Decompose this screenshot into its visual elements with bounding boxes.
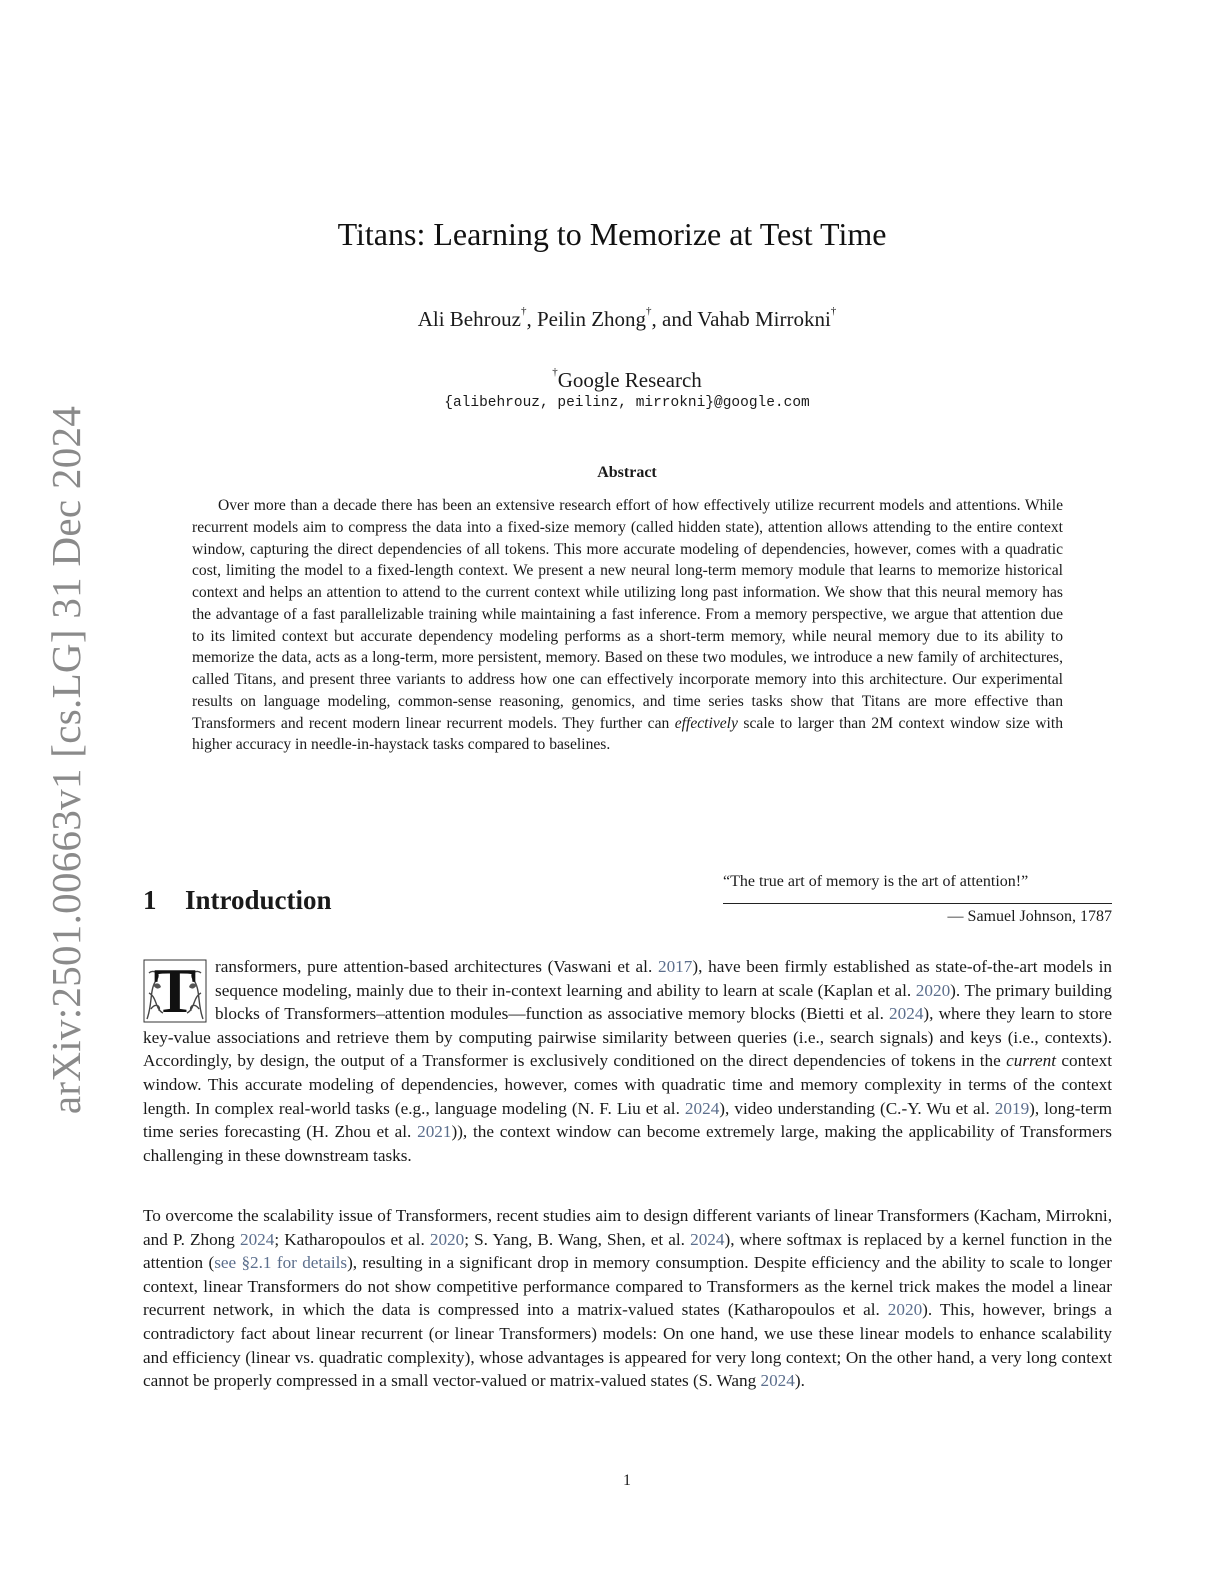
abstract-text: Over more than a decade there has been an extensive research effort of how effectively utilize recurrent models and attentions. While recurrent models aim to compress the data into a fixed-size memory (called hidden state), attention allows attending to the entire context window, capturing the direct dependencies of all tokens. This more accurate modeling of dependencies, however, comes with a quadratic cost, limiting the model to a fixed-length context. We present a new neural long-term memory module that learns to memorize historical context and helps an attention to attend to the current context while utilizing long past information. We show that this neural memory has the advantage of a fast parallelizable training while maintaining a fast inference. From a memory perspective, we argue that attention due to its limited context but accurate dependency modeling performs as a short-term memory, while neural memory due to its ability to memorize the data, acts as a long-term, more persistent, memory. Based on these two modules, we introduce a new family of architectures, called Titans, and present three variants to address how one can effectively incorporate memory into this architecture. Our experimental results on language modeling, common-sense reasoning, genomics, and time series tasks show that Titans are more effective than Transformers and recent modern linear recurrent models. They further can (192, 497, 1063, 732)
abstract-emphasis: effectively (674, 714, 738, 732)
epigraph-quote: “The true art of memory is the art of attention!” (723, 873, 1029, 890)
citation-link[interactable]: 2024 (690, 1229, 725, 1249)
paragraph-emphasis: current (1006, 1051, 1057, 1071)
citation-link[interactable]: 2017 (657, 957, 693, 976)
paragraph-text: ; Katharopoulos et al. (274, 1229, 430, 1249)
citation-link[interactable]: 2021 (417, 1122, 452, 1142)
author-separator: , and (651, 307, 698, 331)
citation-link[interactable]: 2024 (760, 1371, 795, 1391)
abstract-text: scale to larger than 2M context window size with higher accuracy in needle-in-haystack tasks compared to baselines. (192, 714, 1064, 754)
dropcap-letter: T (153, 955, 197, 1026)
intro-paragraph-1 (143, 955, 1112, 1167)
paragraph-text: ). This, however, brings a contradictory fact about linear recurrent (or linear Transformers) models: On one hand, we use these linear models to enhance scalability and efficiency (linear vs. quadratic complexity), whose advantages is appeared for very long context; On the other hand, a very long context cannot be properly compressed in a small vector-valued or matrix-valued states (S. Wang (143, 1300, 1112, 1391)
affiliation (0, 356, 1224, 396)
intro-paragraph-2 (143, 1204, 1112, 1393)
arxiv-identifier-stamp (36, 400, 96, 1120)
affiliation-mark: † (520, 305, 527, 317)
paragraph-text: ransformers, pure attention-based architectures (Vaswani et al. (215, 957, 658, 976)
paragraph-text: ), long-term time series forecasting (H. Zhou et al. (143, 1098, 1112, 1142)
citation-link[interactable]: 2024 (684, 1098, 720, 1118)
paragraph-text: To overcome the scalability issue of Transformers, recent studies aim to design different variants of linear Transformers (Kacham, Mirrokni, and P. Zhong (143, 1206, 1112, 1249)
citation-link[interactable]: 2024 (239, 1229, 275, 1249)
paragraph-text: ). (794, 1371, 805, 1391)
citation-link[interactable]: 2024 (889, 1004, 924, 1024)
epigraph-attribution: — Samuel Johnson, 1787 (947, 908, 1112, 925)
author-name: Ali Behrouz (417, 307, 521, 331)
page-number: 1 (623, 1472, 631, 1489)
arxiv-identifier-text: arXiv:2501.00663v1 [cs.LG] 31 Dec 2024 (43, 405, 90, 1115)
author-separator: , (526, 307, 537, 331)
decorative-dropcap (143, 955, 207, 1026)
paragraph-text: ), where they learn to store key-value associations and retrieve them by computing pairwise similarity between queries (i.e., search signals) and keys (i.e., contexts). Accordingly, by design, the output of a Transformer is exclusively conditioned on the direct dependencies of tokens in the (143, 1004, 1112, 1071)
author-list (0, 294, 1224, 336)
abstract-heading: Abstract (597, 464, 657, 481)
section-number: 1 (143, 885, 157, 915)
affiliation-mark: † (646, 305, 652, 317)
paragraph-text: ), where softmax is replaced by a kernel function in the attention ( (143, 1229, 1113, 1273)
paragraph-text: context window. This accurate modeling of dependencies, however, comes with quadratic time and memory complexity in terms of the context length. In complex real-world tasks (e.g., language modeling (N. F. Liu et al. (143, 1051, 1112, 1118)
author-name: Peilin Zhong (536, 307, 647, 331)
paragraph-text: ), resulting in a significant drop in memory consumption. Despite efficiency and the ability to scale to longer context, linear Transformers do not show competitive performance compared to Transformers as the kernel trick makes the model a linear recurrent network, in which the data is compressed into a matrix-valued states (Katharopoulos et al. (143, 1253, 1112, 1320)
abstract-body (192, 495, 1063, 756)
paper-title: Titans: Learning to Memorize at Test Time (337, 216, 887, 252)
affiliation-mark: † (830, 305, 837, 317)
paragraph-text: ), video understanding (C.-Y. Wu et al. (719, 1098, 995, 1118)
citation-link[interactable]: 2020 (429, 1229, 465, 1249)
paragraph-text: )), the context window can become extremely large, making the applicability of Transformers challenging in these downstream tasks. (143, 1122, 1112, 1165)
author-emails: {alibehrouz, peilinz, mirrokni}@google.com (444, 395, 810, 411)
author-name: Vahab Mirrokni (697, 307, 831, 331)
epigraph-rule (723, 903, 1112, 904)
affiliation-mark: † (552, 366, 558, 378)
citation-link[interactable]: 2019 (994, 1098, 1030, 1118)
section-heading-introduction (143, 882, 332, 918)
epigraph (723, 871, 1112, 928)
paragraph-text: ). The primary building blocks of Transformers–attention modules—function as associative memory blocks (Bietti et al. (215, 980, 1112, 1024)
paragraph-text: ; S. Yang, B. Wang, Shen, et al. (464, 1229, 691, 1249)
section-title: Introduction (185, 885, 332, 915)
paragraph-text: ), have been firmly established as state-of-the-art models in sequence modeling, mainly due to their in-context learning and ability to learn at scale (Kaplan et al. (215, 957, 1112, 1000)
section-reference-link[interactable]: see §2.1 for details (214, 1253, 348, 1273)
citation-link[interactable]: 2020 (915, 980, 951, 1000)
affiliation-name: Google Research (557, 368, 702, 392)
citation-link[interactable]: 2020 (887, 1300, 923, 1320)
